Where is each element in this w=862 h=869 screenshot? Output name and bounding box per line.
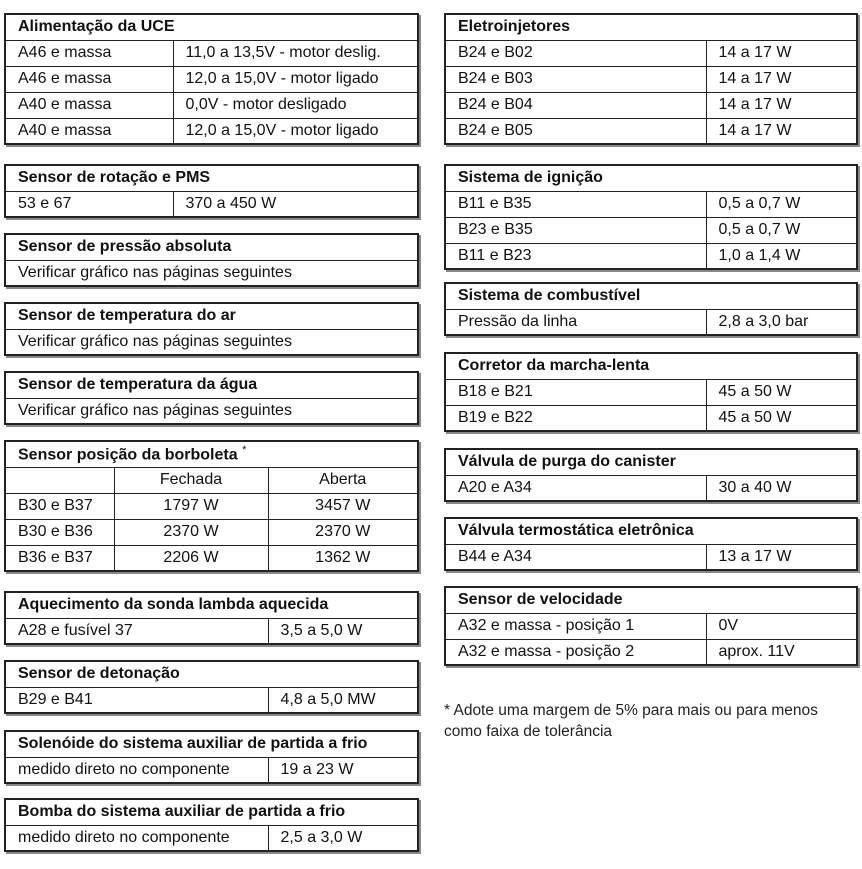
table-sensor-temp-ar bbox=[4, 302, 419, 356]
table-title: Solenóide do sistema auxiliar de partida a frio bbox=[5, 731, 418, 757]
table-row: B23 e B35 0,5 a 0,7 W bbox=[445, 217, 857, 243]
table-sensor-rotacao bbox=[4, 164, 419, 218]
table-row: B11 e B23 1,0 a 1,4 W bbox=[445, 243, 857, 269]
table-row: A20 e A34 30 a 40 W bbox=[445, 475, 857, 501]
footnote-line-2: como faixa de tolerância bbox=[444, 723, 613, 740]
table-row: A32 e massa - posição 1 0V bbox=[445, 613, 857, 639]
table-bomba-partida-frio bbox=[4, 798, 419, 852]
table-solenoide-partida-frio bbox=[4, 730, 419, 784]
table-title: Válvula de purga do canister bbox=[445, 449, 857, 475]
column-header-aberta: Aberta bbox=[268, 467, 418, 493]
table-alimentacao-uce bbox=[4, 13, 419, 145]
table-title: Sensor de temperatura da água bbox=[5, 372, 418, 398]
table-title: Sistema de combustível bbox=[445, 283, 857, 309]
table-title: Alimentação da UCE bbox=[5, 14, 418, 40]
column-header-fechada: Fechada bbox=[114, 467, 268, 493]
table-sensor-velocidade bbox=[444, 586, 858, 666]
table-row: B30 e B36 2370 W 2370 W bbox=[5, 519, 418, 545]
table-row: A40 e massa 12,0 a 15,0V - motor ligado bbox=[5, 118, 418, 144]
table-sistema-ignicao bbox=[444, 164, 858, 270]
table-row: A46 e massa 11,0 a 13,5V - motor deslig. bbox=[5, 40, 418, 66]
table-row: B30 e B37 1797 W 3457 W bbox=[5, 493, 418, 519]
table-title: Sensor posição da borboleta * bbox=[5, 441, 418, 467]
table-sensor-detonacao bbox=[4, 660, 419, 714]
table-title: Sensor de detonação bbox=[5, 661, 418, 687]
table-sensor-borboleta bbox=[4, 440, 419, 572]
table-title: Corretor da marcha-lenta bbox=[445, 353, 857, 379]
table-row: B24 e B03 14 a 17 W bbox=[445, 66, 857, 92]
footnote-line-1: * Adote uma margem de 5% para mais ou para menos bbox=[444, 702, 818, 719]
table-row: Verificar gráfico nas páginas seguintes bbox=[5, 398, 418, 424]
table-valvula-purga bbox=[444, 448, 858, 502]
table-row: B11 e B35 0,5 a 0,7 W bbox=[445, 191, 857, 217]
table-sensor-temp-agua bbox=[4, 371, 419, 425]
table-row: Verificar gráfico nas páginas seguintes bbox=[5, 260, 418, 286]
table-row: medido direto no componente 2,5 a 3,0 W bbox=[5, 825, 418, 851]
table-title: Sensor de pressão absoluta bbox=[5, 234, 418, 260]
table-row: 53 e 67 370 a 450 W bbox=[5, 191, 418, 217]
table-title: Sensor de rotação e PMS bbox=[5, 165, 418, 191]
table-row: A40 e massa 0,0V - motor desligado bbox=[5, 92, 418, 118]
table-row: B36 e B37 2206 W 1362 W bbox=[5, 545, 418, 571]
table-row: B29 e B41 4,8 a 5,0 MW bbox=[5, 687, 418, 713]
table-valvula-termostatica bbox=[444, 517, 858, 571]
table-title: Eletroinjetores bbox=[445, 14, 857, 40]
table-title: Bomba do sistema auxiliar de partida a frio bbox=[5, 799, 418, 825]
table-title: Válvula termostática eletrônica bbox=[445, 518, 857, 544]
table-row: A28 e fusível 37 3,5 a 5,0 W bbox=[5, 618, 418, 644]
table-header-row bbox=[5, 467, 418, 493]
table-row: B24 e B04 14 a 17 W bbox=[445, 92, 857, 118]
table-row: B19 e B22 45 a 50 W bbox=[445, 405, 857, 431]
table-row: B24 e B02 14 a 17 W bbox=[445, 40, 857, 66]
table-title: Sensor de temperatura do ar bbox=[5, 303, 418, 329]
asterisk-mark: * bbox=[242, 444, 247, 457]
table-row: Verificar gráfico nas páginas seguintes bbox=[5, 329, 418, 355]
tolerance-footnote bbox=[444, 700, 860, 742]
table-sistema-combustivel bbox=[444, 282, 858, 336]
table-marcha-lenta bbox=[444, 352, 858, 432]
table-row: Pressão da linha 2,8 a 3,0 bar bbox=[445, 309, 857, 335]
table-eletroinjetores bbox=[444, 13, 858, 145]
table-row: B24 e B05 14 a 17 W bbox=[445, 118, 857, 144]
table-title: Aquecimento da sonda lambda aquecida bbox=[5, 592, 418, 618]
table-row: A32 e massa - posição 2 aprox. 11V bbox=[445, 639, 857, 665]
table-row: medido direto no componente 19 a 23 W bbox=[5, 757, 418, 783]
table-row: A46 e massa 12,0 a 15,0V - motor ligado bbox=[5, 66, 418, 92]
table-title: Sensor de velocidade bbox=[445, 587, 857, 613]
table-row: B18 e B21 45 a 50 W bbox=[445, 379, 857, 405]
table-title: Sistema de ignição bbox=[445, 165, 857, 191]
table-sensor-pressao bbox=[4, 233, 419, 287]
table-row: B44 e A34 13 a 17 W bbox=[445, 544, 857, 570]
table-sonda-lambda bbox=[4, 591, 419, 645]
